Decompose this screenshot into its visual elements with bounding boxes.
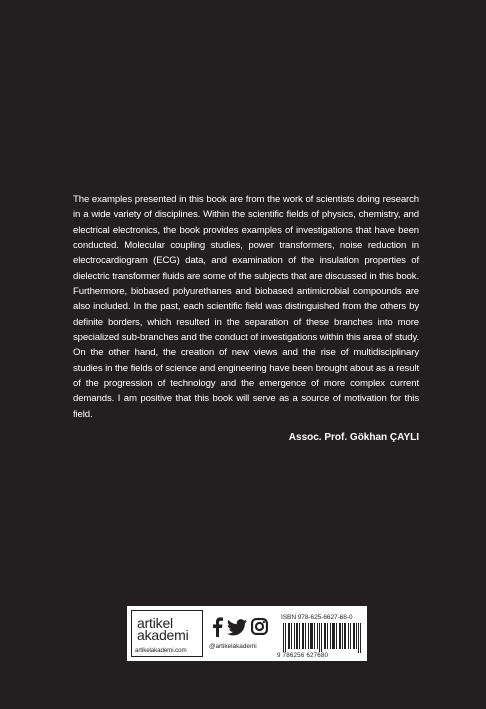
isbn-number: ISBN 978-625-6627-68-0: [281, 614, 353, 621]
facebook-icon: [211, 617, 223, 637]
barcode-digits: 9 786256 627680: [277, 652, 329, 659]
publisher-logo: [131, 610, 203, 657]
publisher-website: artikelakademi.com: [135, 647, 187, 654]
logo-line-1: artikel: [137, 615, 173, 631]
social-icons: [209, 617, 269, 639]
back-cover-blurb: The examples presented in this book are from the work of scientists doing research in a wide variety of disciplines. Within the scientific fields of physics, chemistry, and electrical electronics, the book provides examples of investigations that have been conducted. Molecular coupling studies, power transformers, noise reduction in electrocardiogram (ECG) data, and examination of the insulation properties of dielectric transformer fluids are some of the subjects that are discussed in this book. Furthermore, biobased polyurethanes and biobased antimicrobial compounds are also included. In the past, each scientific field was distinguished from the others by definite borders, which resulted in the separation of these branches into more specialized sub-branches and the conduct of investigations within this area of study. On the other hand, the creation of new views and the rise of multidisciplinary studies in the fields of science and engineering have been brought about as a result of the progression of technology and the emergence of more complex current demands. I am positive that this book will serve as a source of motivation for this field.: [73, 194, 419, 420]
logo-line-2: akademi: [137, 627, 189, 643]
isbn-barcode: [281, 623, 363, 653]
social-handle: @artikelakademi: [209, 643, 257, 650]
twitter-icon: [227, 619, 247, 636]
publisher-footer: [127, 606, 367, 661]
author-name: Assoc. Prof. Gökhan ÇAYLI: [288, 432, 419, 443]
instagram-icon: [251, 618, 268, 635]
